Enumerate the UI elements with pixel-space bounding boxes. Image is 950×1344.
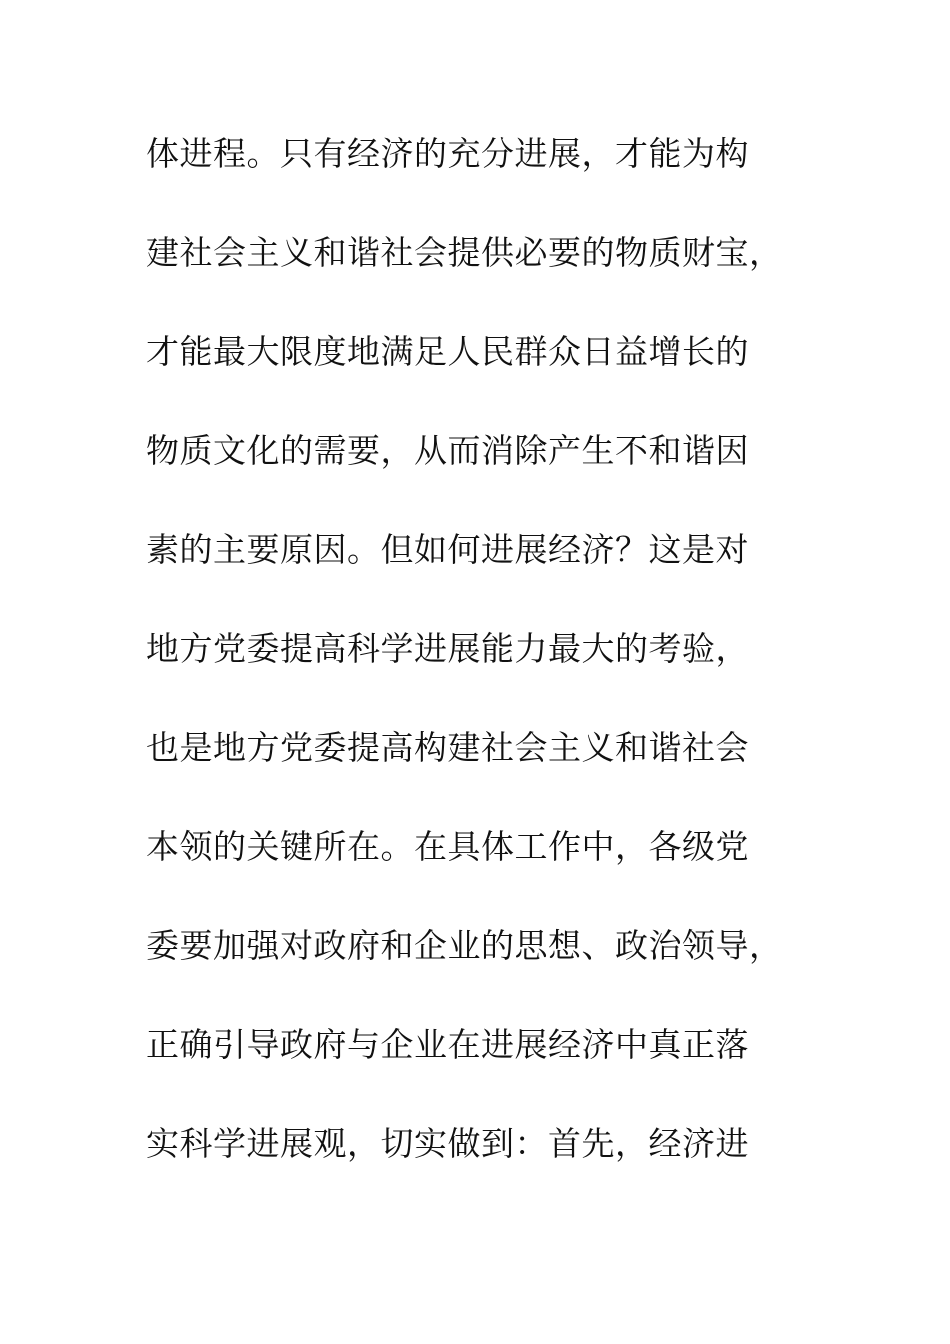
text-line: 物质文化的需要，从而消除产生不和谐因: [146, 431, 749, 470]
text-line: 地方党委提高科学进展能力最大的考验，: [146, 629, 749, 668]
text-line: 正确引导政府与企业在进展经济中真正落: [146, 1025, 749, 1064]
text-line: 才能最大限度地满足人民群众日益增长的: [146, 332, 749, 371]
text-line: 也是地方党委提高构建社会主义和谐社会: [146, 728, 749, 767]
body-text: [146, 124, 826, 1213]
text-line: 本领的关键所在。在具体工作中，各级党: [146, 827, 749, 866]
text-line: 体进程。只有经济的充分进展，才能为构: [146, 134, 749, 173]
text-line: 素的主要原因。但如何进展经济？这是对: [146, 530, 749, 569]
text-line: 委要加强对政府和企业的思想、政治领导，: [146, 926, 783, 965]
text-line: 建社会主义和谐社会提供必要的物质财宝，: [146, 233, 783, 272]
text-line: 实科学进展观，切实做到：首先，经济进: [146, 1124, 749, 1163]
